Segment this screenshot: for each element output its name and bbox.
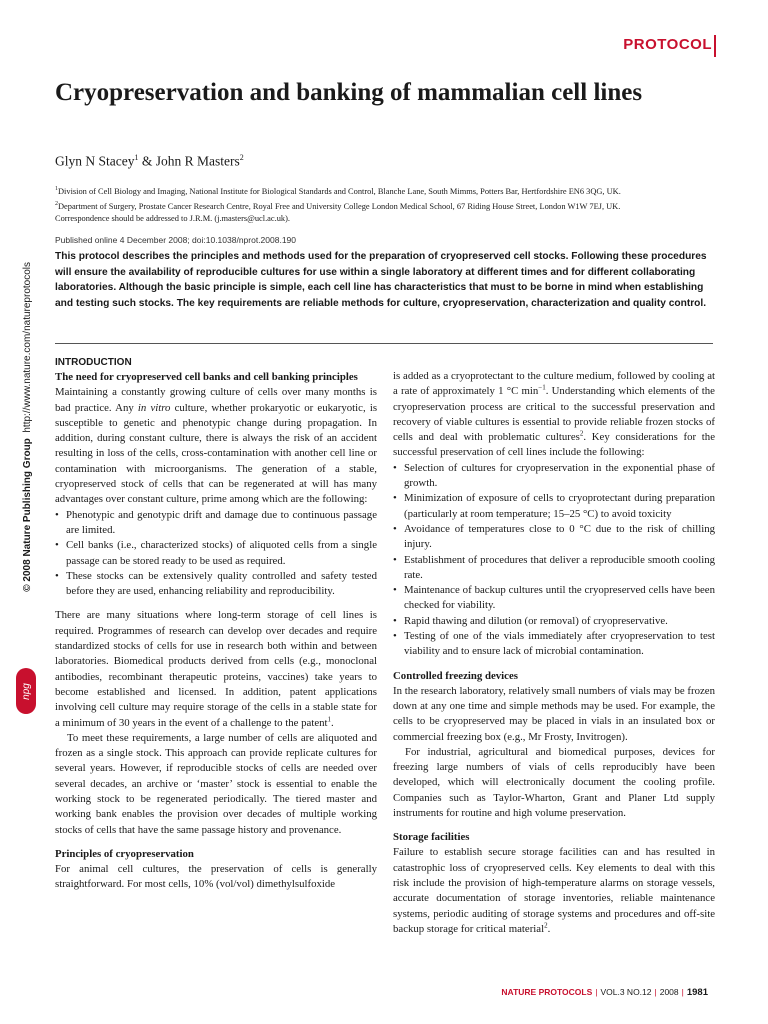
footer-journal: NATURE PROTOCOLS [501, 987, 593, 997]
affiliation-2: $^2$Department of Surgery, Prostate Cancer Research Centre, Royal Free and University College London Medical School, 67 Riding House Street, London W1W 7EJ, UK. [55, 201, 621, 211]
article-title: Cryopreservation and banking of mammalian cell lines [55, 79, 643, 106]
bullet-icon: • [393, 522, 397, 535]
paragraph: is added as a cryoprotectant to the culture medium, followed by cooling at a rate of approximately 1 °C min$^{-1}$. Understanding which elements of the cryopreservation process are critical to the successful preservation and recovery of viable cultures is essential to provide reliable frozen stocks of cells and deal with problematic cultures$^2$. Key considerations for the successful preservation of cell lines include the following: [393, 370, 715, 459]
list-item: • Avoidance of temperatures close to 0 °C due to the risk of chilling injury. [393, 522, 715, 551]
label-divider [714, 35, 716, 57]
abstract-rule [55, 343, 713, 344]
affiliation-1: $^1$Division of Cell Biology and Imaging, National Institute for Biological Standards and Control, Blanche Lane, South Mimms, Potters Bar, Hertfordshire EN6 3QG, UK. [55, 186, 621, 196]
list-item: • Testing of one of the vials immediately after cryopreservation to test viability and to ensure lack of microbial contamination. [393, 630, 715, 658]
paragraph: For animal cell cultures, the preservation of cells is generally straightforward. For most cells, 10% (vol/vol) dimethylsulfoxide [55, 862, 377, 891]
list-item: • Rapid thawing and dilution (or removal) of cryopreservative. [393, 614, 715, 629]
author-conj: & [138, 153, 156, 169]
author-2-affil: 2 [239, 153, 244, 162]
author-2[interactable]: John R Masters [155, 153, 240, 169]
footer-year: 2008 [659, 987, 679, 997]
bullet-icon: • [55, 508, 59, 521]
list-item: • Selection of cultures for cryopreservation in the exponential phase of growth. [393, 461, 715, 490]
bullet-list [55, 508, 377, 600]
page-footer: NATURE PROTOCOLS | VOL.3 NO.12 | 2008 | 1981 [501, 987, 708, 998]
author-line [55, 153, 244, 170]
subheading-need: The need for cryopreserved cell banks and cell banking principles [55, 371, 358, 384]
right-column [393, 369, 715, 937]
subheading-freezing-devices: Controlled freezing devices [393, 669, 518, 682]
npg-logo-icon: npg [16, 668, 36, 714]
footer-volume: VOL.3 NO.12 [600, 987, 652, 997]
abstract: This protocol describes the principles and methods used for the preparation of cryopreserved cell stocks. Following these procedures will ensure the availability of reproducible cultures for use within a single laboratory at different times and for different collaborating laboratories. Although the basic principle is simple, each cell line has characteristics that must to be borne in mind when establishing and testing such stocks. The key requirements are reliable methods for culture, cryopreservation, characterization and quality control. [55, 251, 707, 309]
list-item: • Cell banks (i.e., characterized stocks) of aliquoted cells from a single passage can be stored ready to be used as required. [55, 539, 377, 567]
subheading-principles: Principles of cryopreservation [55, 847, 194, 860]
list-item: • Maintenance of backup cultures until the cryopreserved cells have been checked for viability. [393, 584, 715, 612]
bullet-icon: • [55, 539, 59, 552]
reference-link[interactable]: 2 [579, 429, 584, 438]
bullet-icon: • [393, 614, 397, 627]
correspondence: Correspondence should be addressed to J.R.M. (j.masters@ucl.ac.uk). [55, 214, 290, 223]
bullet-list [393, 461, 715, 660]
copyright-text: © 2008 Nature Publishing Group [22, 438, 33, 592]
list-item: • Phenotypic and genotypic drift and damage due to continuous passage are limited. [55, 508, 377, 536]
page-number: 1981 [686, 987, 708, 998]
reference-link[interactable]: 2 [544, 921, 548, 930]
article-type-label: PROTOCOL [623, 36, 712, 53]
bullet-icon: • [393, 461, 397, 474]
bullet-icon: • [393, 553, 397, 566]
paragraph: For industrial, agricultural and biomedical purposes, devices for freezing large numbers of vials of cells reproducibly have been developed, which will electronically document the cooling profile. Companies such as Taylor-Wharton, Grant and Planer Ltd supply instruments for routine and high volume preservation. [393, 745, 715, 820]
bullet-icon: • [393, 630, 397, 643]
paragraph: Maintaining a constantly growing culture of cells over many months is bad practice. Any in vitro culture, whether prokaryotic or eukaryotic, is susceptible to genetic and phenotypic change during propagation. In addition, during constant culture, there is always the risk of an accident resulting in loss of the cells, cross-contamination with another cell line or contamination with microorganisms. The generation of a stable, cryopreserved stock of cells that can be regenerated at will has many advantages over constant culture, prime among which are the following: [55, 386, 378, 506]
left-column [55, 355, 377, 893]
affiliations [55, 183, 720, 225]
list-item: • Establishment of procedures that deliver a reproducible smooth cooling rate. [393, 553, 715, 581]
bullet-icon: • [393, 492, 397, 505]
publication-info: Published online 4 December 2008; doi:10.1038/nprot.2008.190 [55, 235, 297, 245]
bullet-icon: • [393, 584, 397, 597]
section-heading-introduction: INTRODUCTION [55, 357, 132, 368]
list-item: • Minimization of exposure of cells to cryoprotectant during preparation (particularly at room temperature; 15–25 °C) to avoid toxicity [393, 492, 715, 520]
author-1-affil: 1 [134, 153, 139, 162]
subheading-storage: Storage facilities [393, 831, 470, 844]
paragraph: There are many situations where long-term storage of cell lines is required. Programmes of research can develop over decades and require standardized stocks of cells for use in research both within and between laboratories. Biomedical products derived from cells (e.g., monoclonal antibodies, recombinant therapeutic proteins, vaccines) take years to become established and licensed. In addition, patent applications involving cell culture may require storage of the cells in a stable state for a minimum of 30 years in the event of a challenge to the patent$^1$. [55, 609, 377, 729]
sidebar-copyright [22, 262, 38, 662]
journal-url-link[interactable]: http://www.nature.com/natureprotocols [22, 262, 33, 433]
list-item: • These stocks can be extensively quality controlled and safety tested before they are used, enhancing reliability and reproducibility. [55, 569, 377, 598]
paragraph: Failure to establish secure storage facilities can and has resulted in catastrophic loss of cryopreserved cells. Key elements to deal with this risk include the provision of high-temperature alarms on storage vessels, accurate documentation of storage inventories, reliable maintenance systems, periodic auditing of storage systems and procedures and off-site backup storage for critical material$^2$. [393, 846, 715, 935]
author-1[interactable]: Glyn N Stacey [55, 153, 135, 169]
paragraph: To meet these requirements, a large number of cells are aliquoted and frozen as a single stock. This approach can provide replicate cultures for several years. However, if reproducible stocks of cells are needed over several decades, an archive or ‘master’ stock is essential to enable the working stock to be regenerated periodically. The tiered master and working bank enables the provision over decades of multiple working stocks of cells that have the same passage history and provenance. [55, 731, 377, 836]
bullet-icon: • [55, 569, 59, 582]
paragraph: In the research laboratory, relatively small numbers of vials may be frozen down at any one time and simple methods may be used. For example, the cells to be cryopreserved may be placed in vials in an insulated box or commercial freezing box (e.g., Mr Frosty, Invitrogen). [393, 684, 715, 743]
reference-link[interactable]: 1 [327, 714, 332, 723]
